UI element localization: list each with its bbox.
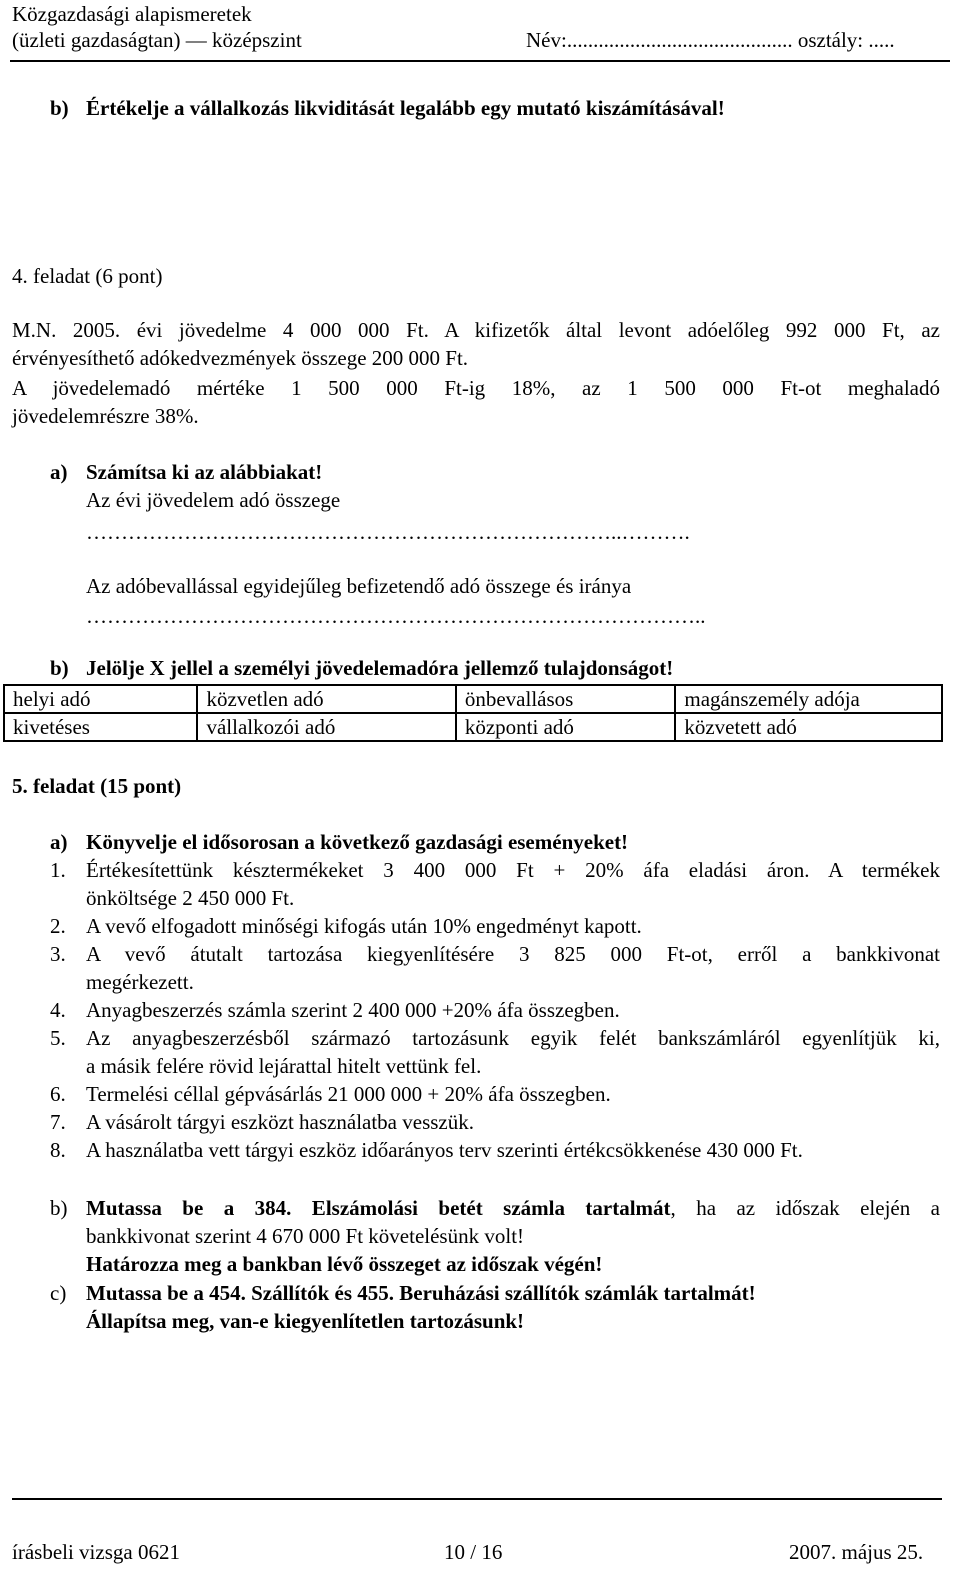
list-item-line: a másik felére rövid lejárattal hitelt vettünk fel. <box>86 1054 482 1078</box>
task5-a-label: a) <box>50 830 68 854</box>
list-item-line: A vevő elfogadott minőségi kifogás után 10% engedményt kapott. <box>86 914 642 938</box>
task4-b-text: Jelölje X jellel a személyi jövedelemadóra jellemző tulajdonságot! <box>86 656 674 680</box>
list-item-number: 3. <box>50 942 66 966</box>
task5-c-label: c) <box>50 1281 67 1305</box>
task4-p2-line1: A jövedelemadó mértéke 1 500 000 Ft-ig 18%, az 1 500 000 Ft-ot meghaladó <box>12 376 940 400</box>
list-item-line: önköltsége 2 450 000 Ft. <box>86 886 295 910</box>
table-cell[interactable]: közvetlen adó <box>197 685 455 713</box>
task5-b-line1 <box>86 1196 940 1221</box>
table-cell[interactable]: közvetett adó <box>675 713 942 741</box>
task4-p1-line1: M.N. 2005. évi jövedelme 4 000 000 Ft. A kifizetők által levont adóelőleg 992 000 Ft, az <box>12 318 940 342</box>
list-item-number: 8. <box>50 1138 66 1162</box>
task5-b-label: b) <box>50 1196 68 1220</box>
table-cell[interactable]: önbevallásos <box>456 685 676 713</box>
table-cell[interactable]: központi adó <box>456 713 676 741</box>
list-item-line: Értékesítettünk késztermékeket 3 400 000 Ft + 20% áfa eladási áron. A termékek <box>86 858 940 882</box>
task5-a-text: Könyvelje el idősorosan a következő gazdasági eseményeket! <box>86 830 629 854</box>
table-cell[interactable]: vállalkozói adó <box>197 713 455 741</box>
task5-c-line1: Mutassa be a 454. Szállítók és 455. Beruházási szállítók számlák tartalmát! <box>86 1281 756 1305</box>
header-rule <box>10 60 950 62</box>
task4-a-dots2: …………………………………………………………………………….. <box>86 604 706 628</box>
task5-b-line2: bankkivonat szerint 4 670 000 Ft követelésünk volt! <box>86 1224 525 1248</box>
task5-c-line2: Állapítsa meg, van-e kiegyenlítetlen tartozásunk! <box>86 1309 525 1333</box>
header-subject-line1: Közgazdasági alapismeretek <box>12 2 252 26</box>
list-item-number: 1. <box>50 858 66 882</box>
list-item-line: A használatba vett tárgyi eszköz időarányos terv szerinti értékcsökkenése 430 000 Ft. <box>86 1138 803 1162</box>
task5-title: 5. feladat (15 pont) <box>12 774 182 798</box>
footer-date: 2007. május 25. <box>789 1540 924 1564</box>
list-item-line: Termelési céllal gépvásárlás 21 000 000 + 20% áfa összegben. <box>86 1082 611 1106</box>
list-item-number: 6. <box>50 1082 66 1106</box>
list-item-number: 2. <box>50 914 66 938</box>
list-item-number: 7. <box>50 1110 66 1134</box>
list-item-line: Anyagbeszerzés számla szerint 2 400 000 +20% áfa összegben. <box>86 998 620 1022</box>
table-cell[interactable]: helyi adó <box>4 685 197 713</box>
task3b-text: Értékelje a vállalkozás likviditását legalább egy mutató kiszámításával! <box>86 96 725 120</box>
footer-rule <box>12 1498 942 1500</box>
header-subject-line2: (üzleti gazdaságtan) — középszint <box>12 28 302 52</box>
table-row <box>4 713 942 741</box>
task4-p1-line2: érvényesíthető adókedvezmények összege 200 000 Ft. <box>12 346 469 370</box>
task4-a-item1: Az évi jövedelem adó összege <box>86 488 341 512</box>
list-item-number: 5. <box>50 1026 66 1050</box>
task4-b-label: b) <box>50 656 69 680</box>
footer-exam-code: írásbeli vizsga 0621 <box>12 1540 180 1564</box>
task4-p2-line2: jövedelemrészre 38%. <box>12 404 199 428</box>
table-cell[interactable]: magánszemély adója <box>675 685 942 713</box>
task4-a-text: Számítsa ki az alábbiakat! <box>86 460 323 484</box>
table-cell[interactable]: kivetéses <box>4 713 197 741</box>
task4-title: 4. feladat (6 pont) <box>12 264 163 288</box>
list-item-number: 4. <box>50 998 66 1022</box>
task3b-label: b) <box>50 96 69 120</box>
task5-b-rest: , ha az időszak elején a <box>670 1196 940 1220</box>
list-item-line: megérkezett. <box>86 970 194 994</box>
list-item-line: A vásárolt tárgyi eszközt használatba vesszük. <box>86 1110 474 1134</box>
tax-property-table <box>3 684 943 742</box>
task4-a-item2: Az adóbevallással egyidejűleg befizetendő adó összege és iránya <box>86 574 632 598</box>
footer-page-number: 10 / 16 <box>444 1540 503 1564</box>
table-row <box>4 685 942 713</box>
task5-b-bold: Mutassa be a 384. Elszámolási betét számla tartalmát <box>86 1196 671 1220</box>
task5-b-line3: Határozza meg a bankban lévő összeget az időszak végén! <box>86 1252 603 1276</box>
list-item-line: Az anyagbeszerzésből származó tartozásunk egyik felét bankszámláról egyenlítjük ki, <box>86 1026 940 1050</box>
task4-a-label: a) <box>50 460 68 484</box>
header-name-class: Név:........................................... osztály: ..... <box>526 28 895 52</box>
task4-a-dots1: …………………………………………………………………..………. <box>86 520 690 544</box>
list-item-line: A vevő átutalt tartozása kiegyenlítésére 3 825 000 Ft-ot, erről a bankkivonat <box>86 942 940 966</box>
